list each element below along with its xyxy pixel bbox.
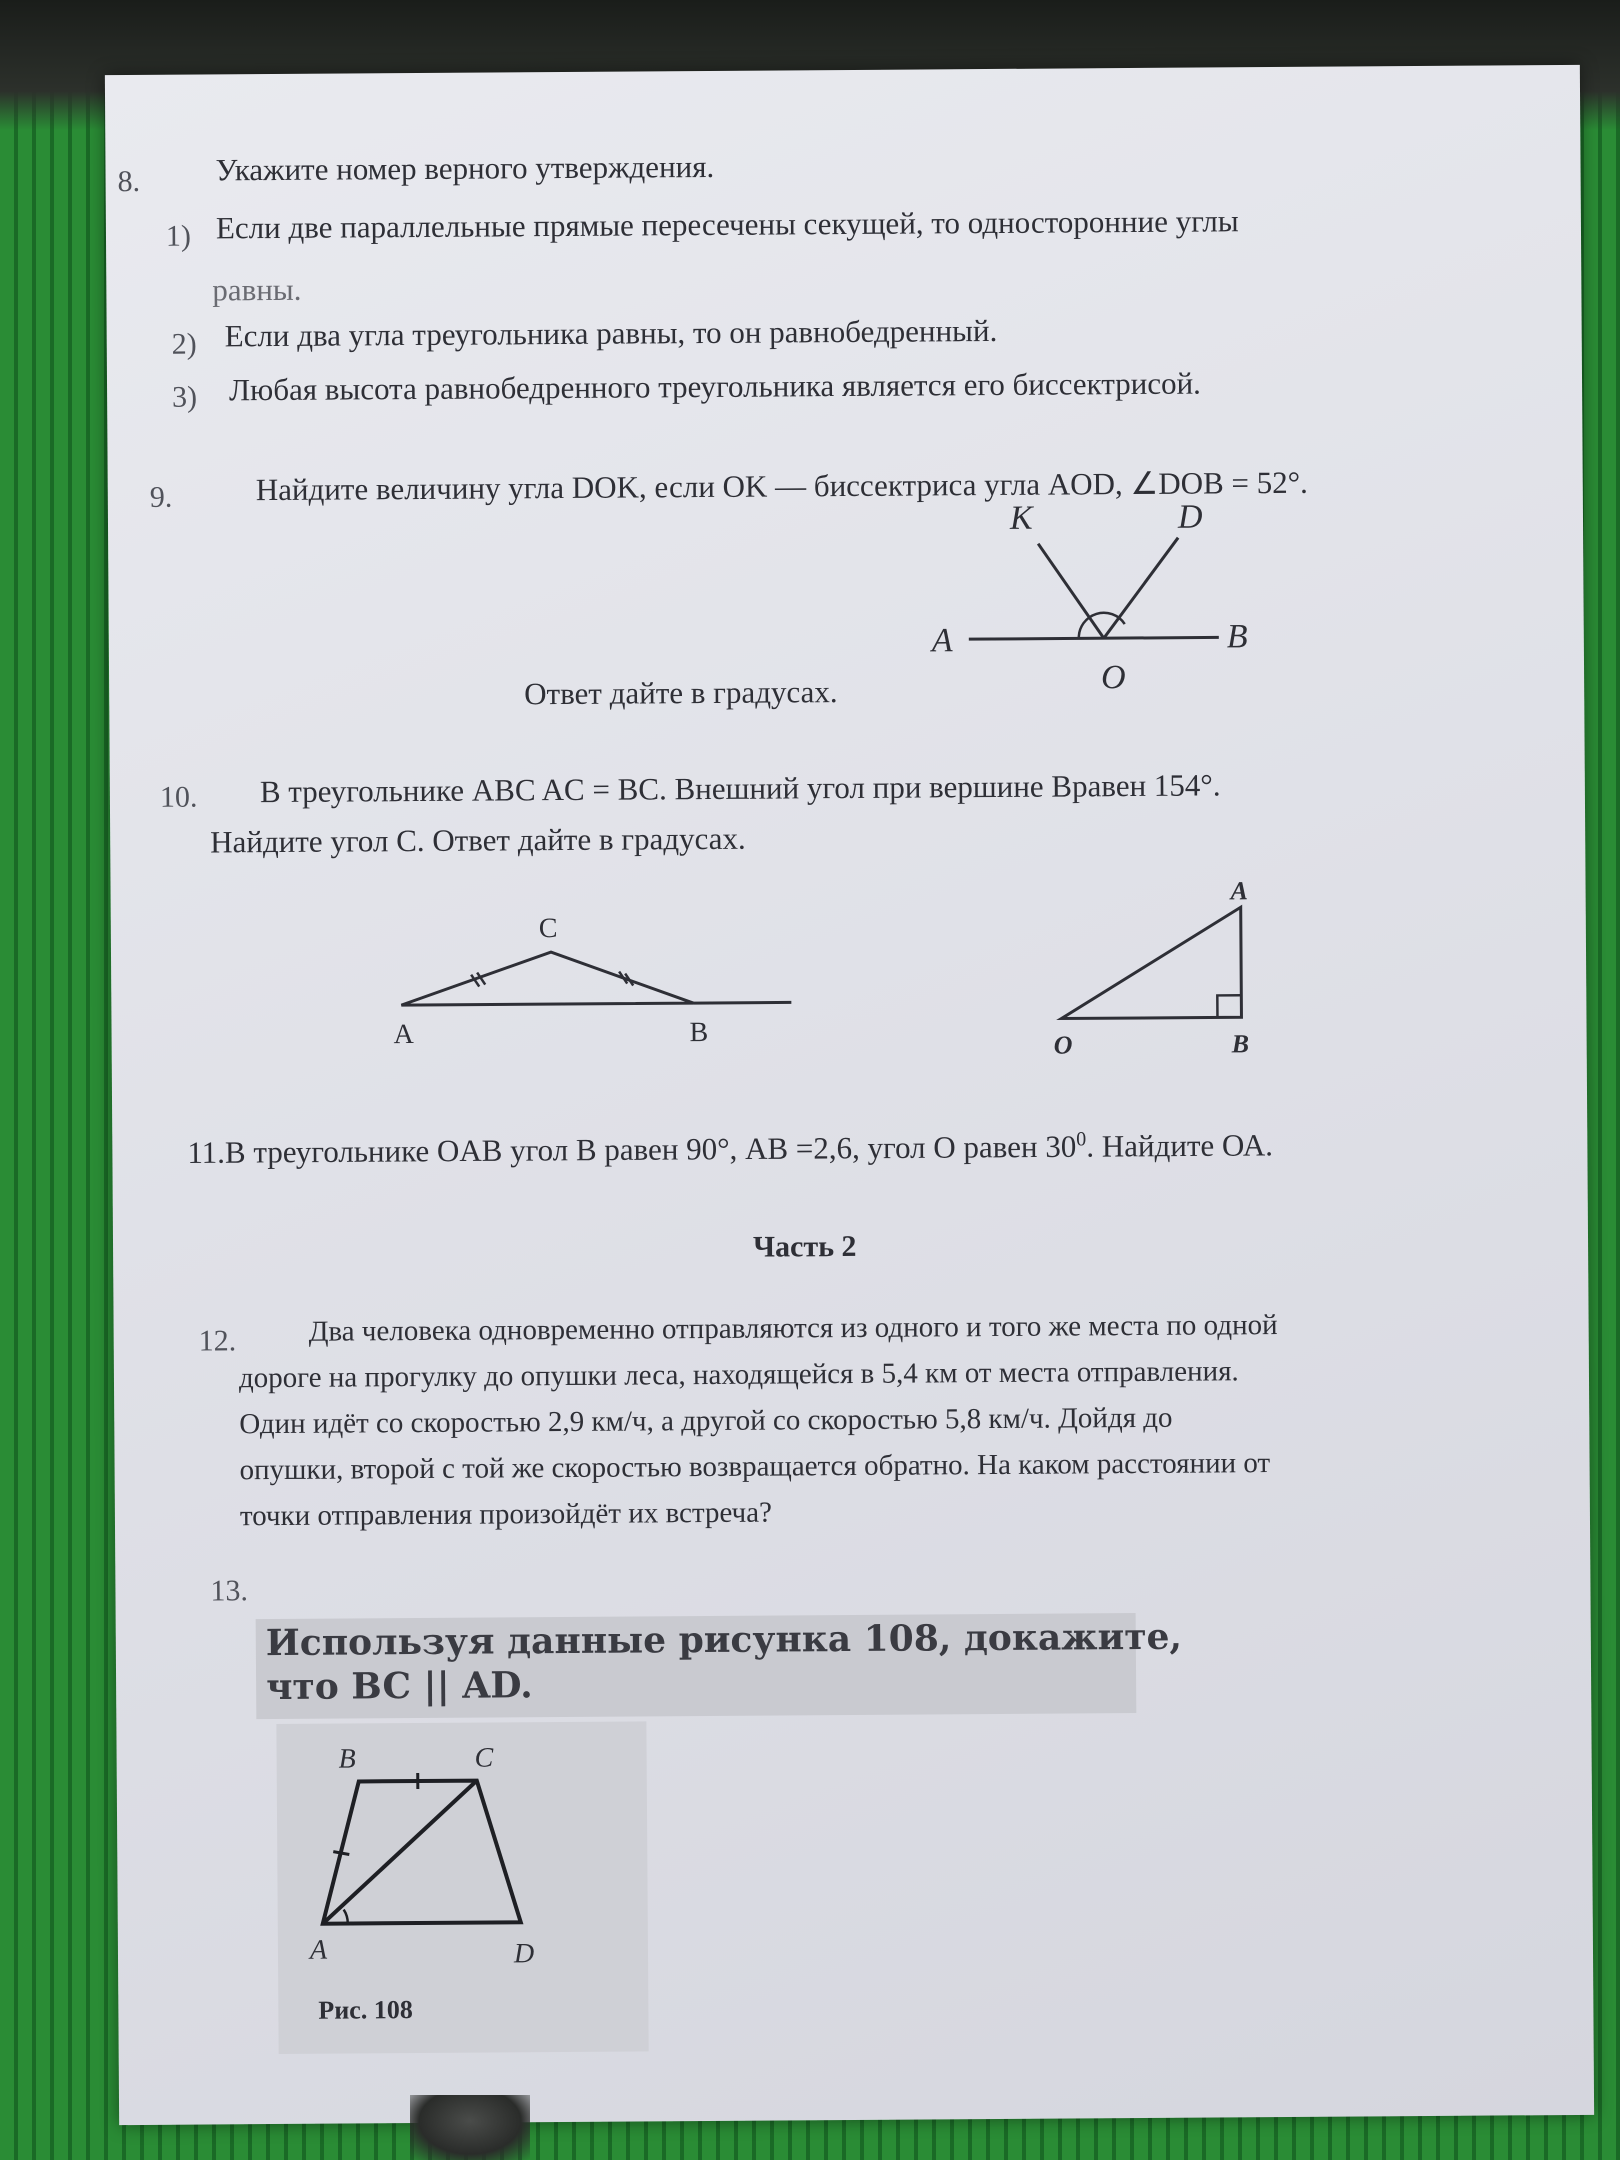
label-a: A xyxy=(1230,876,1249,906)
triangle-abc xyxy=(401,951,693,1005)
q8-number: 8. xyxy=(117,164,141,199)
label-k: K xyxy=(1009,499,1033,537)
tick-ab xyxy=(333,1852,349,1855)
q12-number: 12. xyxy=(198,1324,237,1358)
q13-line1: Используя данные рисунка 108, докажите, xyxy=(265,1615,1183,1665)
q11-tail: . Найдите ОА. xyxy=(1086,1127,1274,1164)
q12-line4: опушки, второй с той же скоростью возвращается обратно. На каком расстоянии от xyxy=(239,1447,1271,1487)
q10-line2: Найдите угол C. Ответ дайте в градусах. xyxy=(210,820,746,860)
triangle-oab xyxy=(1061,907,1242,1018)
ray-od xyxy=(1103,538,1179,639)
trapezoid-abcd xyxy=(322,1780,521,1923)
right-angle-mark xyxy=(1217,995,1241,1017)
q8-option1-line2: равны. xyxy=(212,271,302,308)
label-d: D xyxy=(1177,498,1203,536)
worksheet-page xyxy=(105,65,1594,2125)
q12-line1: Два человека одновременно отправляются из одного и того же места по одной xyxy=(308,1309,1278,1348)
q8-text: Укажите номер верного утверждения. xyxy=(215,148,715,188)
ray-ok xyxy=(1038,543,1104,638)
label-b: B xyxy=(1226,618,1248,656)
label-c: C xyxy=(474,1742,494,1774)
q8-option1-line1: Если две параллельные прямые пересечены секущей, то односторонние углы xyxy=(215,203,1239,246)
q9-text: Найдите величину угла DOK, если OK — биссектриса угла AOD, ∠DOB = 52°. xyxy=(255,464,1308,508)
q8-option3-number: 3) xyxy=(171,380,198,414)
q11-superscript: 0 xyxy=(1076,1128,1087,1151)
figure-caption: Рис. 108 xyxy=(318,1995,413,2025)
q8-option2-number: 2) xyxy=(171,327,197,361)
extension-line xyxy=(693,1002,791,1003)
q8-option3-text: Любая высота равнобедренного треугольника является его биссектрисой. xyxy=(228,365,1201,408)
q12-line2: дороге на прогулку до опушки леса, находящейся в 5,4 км от места отправления. xyxy=(238,1355,1239,1395)
label-b: B xyxy=(689,1016,709,1049)
q13-trapezoid-figure xyxy=(276,1721,648,2054)
q12-line3: Один идёт со скоростью 2,9 км/ч, а другой со скоростью 5,8 км/ч. Дойдя до xyxy=(239,1401,1173,1441)
q12-line5: точки отправления произойдёт их встреча? xyxy=(239,1496,773,1533)
diagonal-ac xyxy=(322,1781,478,1924)
label-d: D xyxy=(513,1938,535,1970)
binder-clip xyxy=(410,2095,530,2160)
q8-option2-text: Если два угла треугольника равны, то он равнобедренный. xyxy=(224,312,998,354)
q13-line2: что BC || AD. xyxy=(265,1664,533,1709)
label-a: A xyxy=(309,1934,328,1966)
q9-number: 9. xyxy=(149,480,173,514)
q11-main: 11.В треугольнике OAB угол B равен 90°, AB =2,6, угол О равен 30 xyxy=(187,1128,1077,1170)
q9-answer-note: Ответ дайте в градусах. xyxy=(524,674,838,712)
line-ab xyxy=(969,637,1219,639)
q8-option1-number: 1) xyxy=(165,219,192,253)
q11-text xyxy=(187,1127,1273,1171)
q10-line1: В треугольнике ABC AC = BC. Внешний угол при вершине Bравен 154°. xyxy=(259,767,1221,810)
part2-heading: Часть 2 xyxy=(752,1229,857,1264)
q10-number: 10. xyxy=(159,780,198,814)
q11-right-triangle-figure xyxy=(1030,867,1291,1069)
label-o: O xyxy=(1100,659,1126,697)
label-a: A xyxy=(931,622,953,660)
label-b: B xyxy=(1231,1029,1250,1059)
label-o: O xyxy=(1053,1030,1073,1060)
label-b: B xyxy=(338,1743,356,1775)
angle-arc-a xyxy=(344,1910,348,1924)
q13-number: 13. xyxy=(210,1574,249,1608)
label-a: A xyxy=(393,1019,414,1051)
q9-angle-figure xyxy=(888,497,1330,720)
q10-triangle-figure xyxy=(371,890,832,1063)
label-c: C xyxy=(538,913,558,945)
